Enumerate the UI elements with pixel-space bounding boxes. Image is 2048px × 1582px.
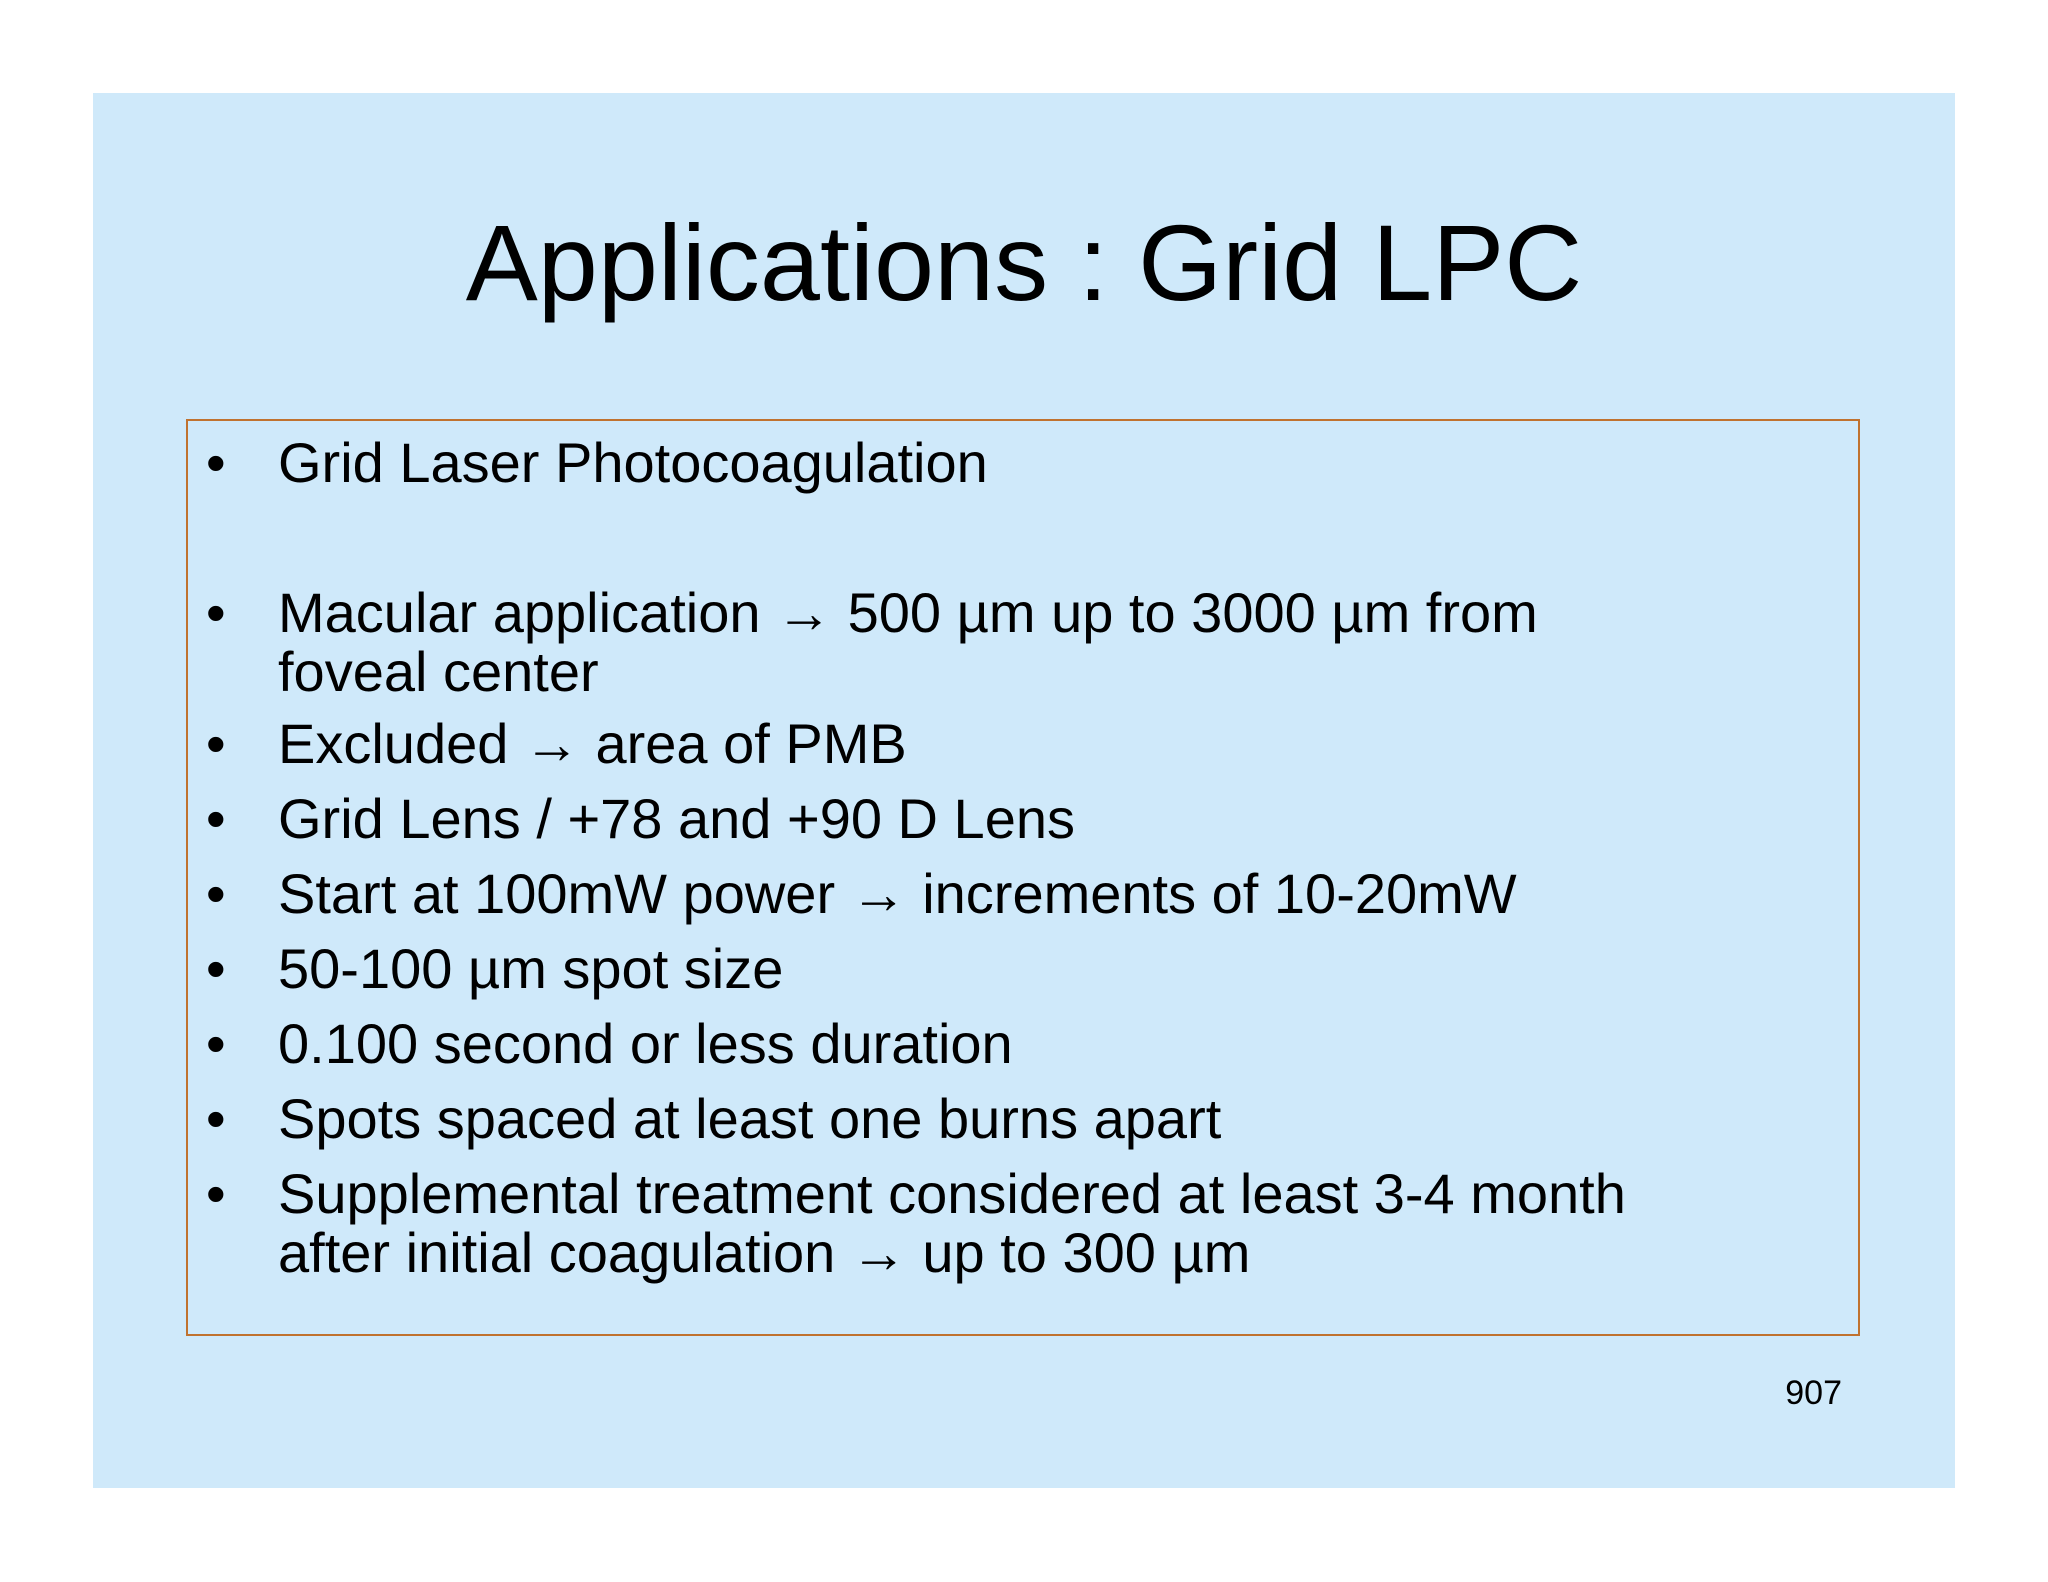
bullet-dot: • — [206, 431, 226, 494]
bullet-text: Spots spaced at least one burns apart — [278, 1087, 1222, 1150]
bullet-text: Grid Lens / +78 and +90 D Lens — [278, 787, 1075, 850]
bullet-text: Macular application → 500 µm up to 3000 µm from foveal center — [278, 581, 1538, 703]
bullet-text: 0.100 second or less duration — [278, 1012, 1013, 1075]
page-number: 907 — [1785, 1374, 1842, 1412]
bullet-dot: • — [206, 581, 226, 644]
bullet-dot: • — [206, 787, 226, 850]
bullet-dot: • — [206, 937, 226, 1000]
bullet-dot: • — [206, 1012, 226, 1075]
content-box — [186, 419, 1860, 1336]
bullet-text: Start at 100mW power → increments of 10-20mW — [278, 862, 1517, 925]
slide — [93, 93, 1955, 1488]
bullet-text: Grid Laser Photocoagulation — [278, 431, 988, 494]
bullet-dot: • — [206, 712, 226, 775]
bullet-text: Supplemental treatment considered at least 3-4 month after initial coagulation → up to 300 µm — [278, 1162, 1626, 1284]
slide-title: Applications : Grid LPC — [465, 202, 1583, 323]
bullet-text: 50-100 µm spot size — [278, 937, 784, 1000]
bullet-dot: • — [206, 1162, 226, 1225]
bullet-dot: • — [206, 1087, 226, 1150]
bullet-dot: • — [206, 862, 226, 925]
bullet-text: Excluded → area of PMB — [278, 712, 907, 775]
